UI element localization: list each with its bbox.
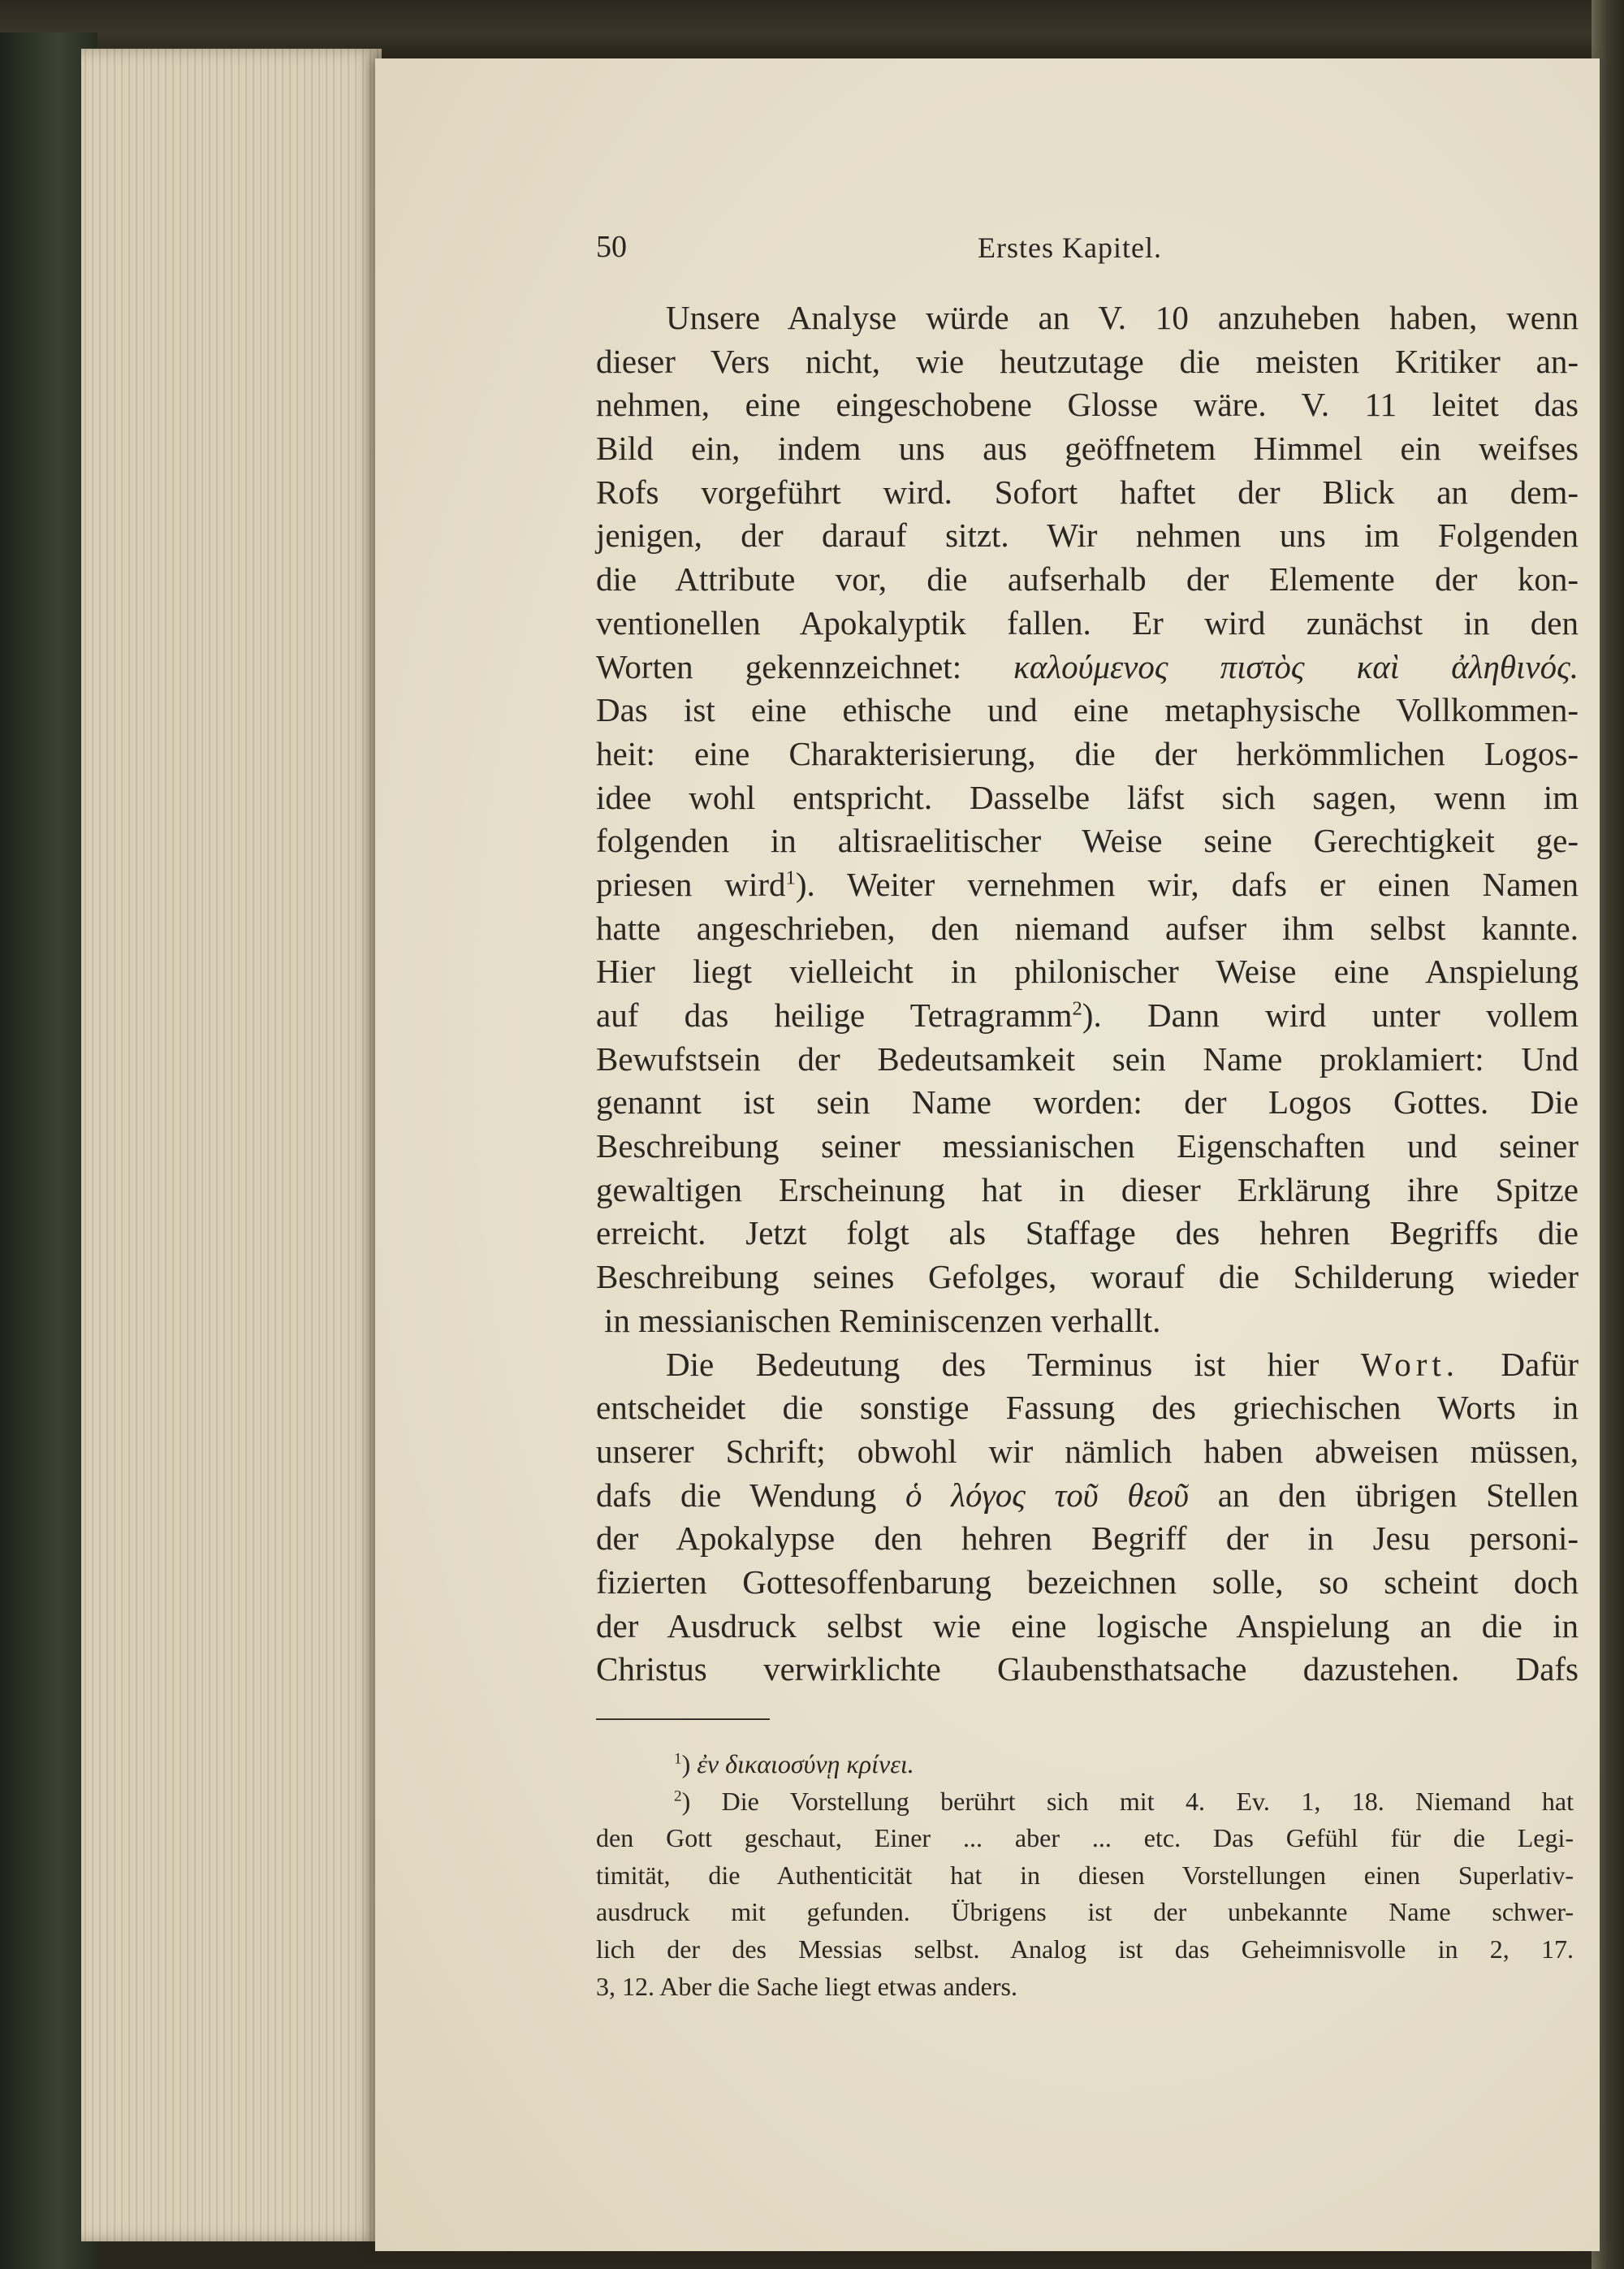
footnote-2-line: 3, 12. Aber die Sache liegt etwas anders. <box>596 1971 1017 2001</box>
text-fragment: Worten gekennzeichnet: <box>596 647 962 685</box>
text-line: Hier liegt vielleicht in philonischer Weise eine Anspielung <box>596 953 1579 991</box>
footnote-ref-1[interactable]: 1 <box>785 867 796 889</box>
text-line: entscheidet die sonstige Fassung des griechischen Worts in <box>596 1389 1579 1427</box>
text-line: Beschreibung seines Gefolges, worauf die Schilderung wieder <box>596 1258 1579 1296</box>
greek-logos: ὁ λόγος τοῦ θεοῦ <box>905 1476 1189 1514</box>
footnote-2-line: den Gott geschaut, Einer ... aber ... etc. Das Gefühl für die Legi- <box>596 1823 1574 1853</box>
text-line: in messianischen Reminiscenzen verhallt. <box>604 1301 1161 1339</box>
text-line: Christus verwirklichte Glaubensthatsache dazustehen. Dafs <box>596 1650 1579 1688</box>
text-line: der Apokalypse den hehren Begriff der in Jesu personi- <box>596 1519 1579 1558</box>
text-line: Beschreibung seiner messianischen Eigenschaften und seiner <box>596 1127 1579 1165</box>
text-line: heit: eine Charakterisierung, die der herkömmlichen Logos- <box>596 734 1579 772</box>
text-line: jenigen, der darauf sitzt. Wir nehmen uns im Folgenden <box>596 516 1579 555</box>
text-line: hatte angeschrieben, den niemand aufser ihm selbst kannte. <box>596 909 1579 947</box>
text-line <box>596 646 1579 689</box>
text-line: nehmen, eine eingeschobene Glosse wäre. V. 11 leitet das <box>596 386 1579 424</box>
text-line: idee wohl entspricht. Dasselbe läfst sich sagen, wenn im <box>596 778 1579 816</box>
footnote-1: $^1$) ἐν δικαιοσύνῃ κρίνει. <box>674 1749 914 1778</box>
text-line: Bild ein, indem uns aus geöffnetem Himmel ein weifses <box>596 430 1579 468</box>
text-fragment: Die Bedeutung des Terminus ist hier <box>666 1345 1320 1383</box>
text-line: die Attribute vor, die aufserhalb der Elemente der kon- <box>596 560 1579 599</box>
text-line: unserer Schrift; obwohl wir nämlich haben abweisen müssen, <box>596 1432 1579 1470</box>
text-line: der Ausdruck selbst wie eine logische Anspielung an die in <box>596 1606 1579 1644</box>
footnote-marker-1: 1 <box>674 1750 682 1768</box>
text-line: Bewufstsein der Bedeutsamkeit sein Name proklamiert: Und <box>596 1039 1579 1078</box>
spaced-word: Wort. <box>1360 1345 1460 1383</box>
text-line <box>596 863 1579 907</box>
text-fragment: priesen wird <box>596 865 786 903</box>
text-line: dieser Vers nicht, wie heutzutage die meisten Kritiker an- <box>596 342 1579 380</box>
text-fragment: dafs die Wendung <box>596 1476 877 1514</box>
footnote-2-line: lich der des Messias selbst. Analog ist das Geheimnisvolle in 2, 17. <box>596 1934 1574 1964</box>
footnote-1-text: ἐν δικαιοσύνῃ κρίνει. <box>697 1749 914 1778</box>
footnote-divider <box>596 1718 770 1720</box>
text-line: folgenden in altisraelitischer Weise seine Gerechtigkeit ge- <box>596 822 1579 860</box>
footnotes <box>596 1746 1574 2005</box>
running-head <box>596 229 1570 268</box>
text-line <box>596 1474 1579 1518</box>
text-line: gewaltigen Erscheinung hat in dieser Erklärung ihre Spitze <box>596 1170 1579 1208</box>
text-line <box>596 994 1579 1038</box>
text-line: Das ist eine ethische und eine metaphysische Vollkommen- <box>596 691 1579 729</box>
text-fragment: Dafür <box>1501 1345 1579 1383</box>
page-edges-stack <box>81 49 382 2241</box>
text-line: erreicht. Jetzt folgt als Staffage des hehren Begriffs die <box>596 1214 1579 1252</box>
text-line: ventionellen Apokalyptik fallen. Er wird zunächst in den <box>596 603 1579 642</box>
footnote-ref-2[interactable]: 2 <box>1072 997 1082 1020</box>
footnote-2-line <box>596 1783 1574 1821</box>
text-fragment: ) Die Vorstellung berührt sich mit 4. Ev. 1, 18. Niemand hat <box>681 1786 1574 1816</box>
text-line: Rofs vorgeführt wird. Sofort haftet der Blick an dem- <box>596 473 1579 511</box>
text-fragment: ). Dann wird unter vollem <box>1082 996 1579 1034</box>
text-fragment: an den übrigen Stellen <box>1217 1476 1579 1514</box>
text-line: Unsere Analyse würde an V. 10 anzuheben haben, wenn <box>666 299 1579 336</box>
text-line <box>596 1343 1579 1387</box>
chapter-title: Erstes Kapitel. <box>978 231 1162 264</box>
footnote-marker-2: 2 <box>674 1787 682 1804</box>
body-text <box>596 296 1579 1692</box>
text-fragment: ). Weiter vernehmen wir, dafs er einen Namen <box>795 865 1579 903</box>
text-line: fizierten Gottesoffenbarung bezeichnen solle, so scheint doch <box>596 1562 1579 1601</box>
text-fragment: auf das heilige Tetragramm <box>596 996 1073 1034</box>
footnote-2-line: timität, die Authenticität hat in diesen Vorstellungen einen Superlativ- <box>596 1860 1574 1890</box>
greek-epithets: καλούμενος πιστὸς καὶ ἀληθινός. <box>1013 647 1579 685</box>
page-number: 50 <box>596 230 627 264</box>
text-line: genannt ist sein Name worden: der Logos Gottes. Die <box>596 1083 1579 1122</box>
footnote-2-line: ausdruck mit gefunden. Übrigens ist der unbekannte Name schwer- <box>596 1897 1574 1927</box>
